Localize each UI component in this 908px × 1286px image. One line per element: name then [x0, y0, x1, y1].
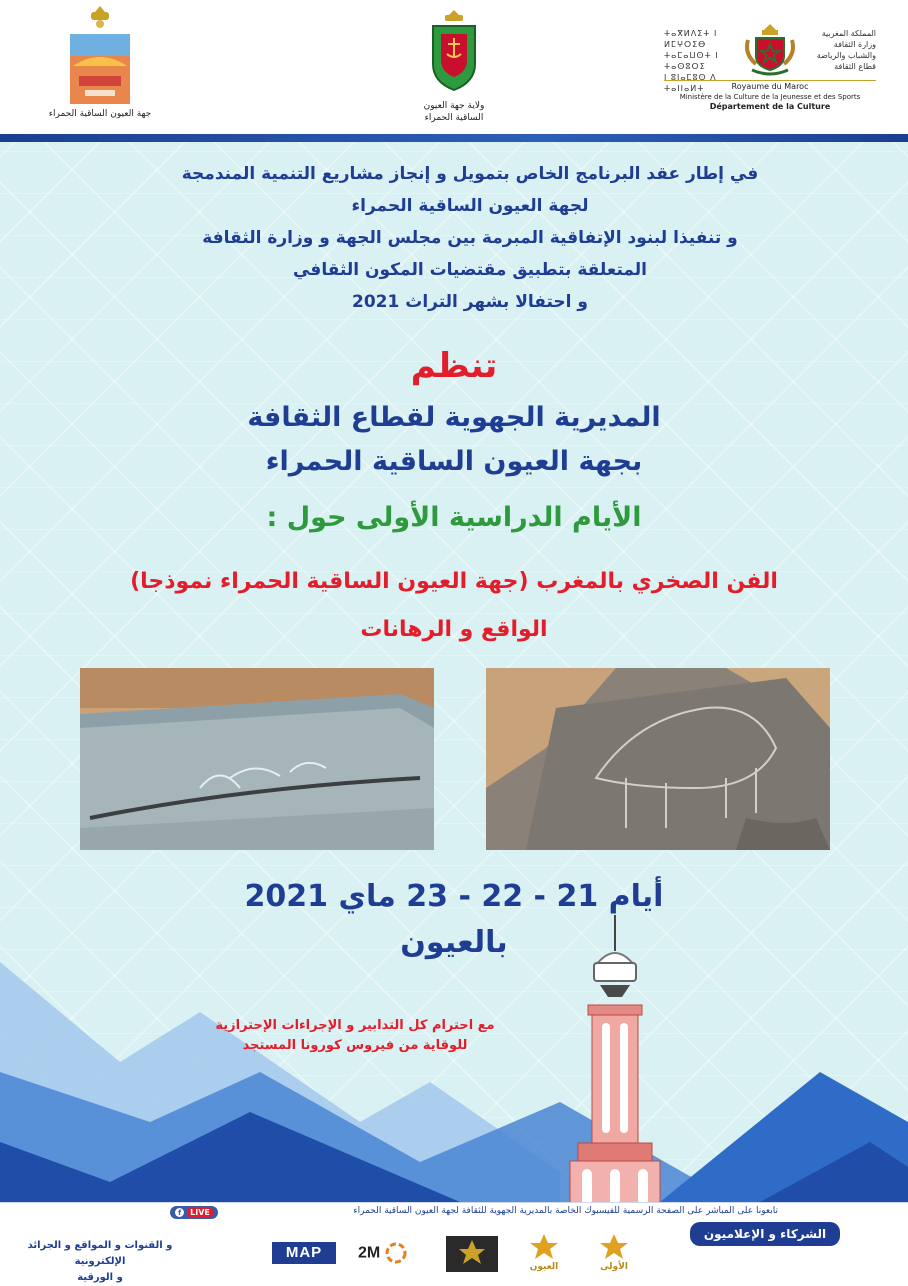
rock-art-photo-right: [486, 668, 830, 850]
rock-art-photo-left: [80, 668, 434, 850]
2m-tv-logo: [358, 1242, 428, 1266]
tifinagh-line: ⵜⴰⵎⴰⵡⵙⵜ ⵏ ⵜⴰⵙⵓⵔⵉ: [664, 51, 719, 71]
laayoune-tv-logo: [516, 1232, 572, 1272]
ministry-arabic-line: المملكة المغربية: [821, 29, 876, 38]
live-stream-strip: [0, 1202, 908, 1223]
tifinagh-line: ⵏ ⵓⵏⴰⵎⵓⵙ ⴷ ⵜⴰⵏⵏⴰⵍⵜ: [664, 73, 717, 93]
al-oula-tv-logo: [586, 1232, 642, 1272]
channels-line: و القنوات و المواقع و الجرائد الإلكترونية: [27, 1240, 173, 1267]
ministry-latin-line: Royaume du Maroc: [731, 82, 809, 91]
ministry-latin-line: Ministère de la Culture de la Jeunesse et des Sports: [679, 93, 861, 101]
event-theme: [0, 558, 908, 654]
intro-text: [120, 158, 820, 318]
channels-note: [20, 1238, 180, 1286]
intro-line: المتعلقة بتطبيق مقتضيات المكون الثقافي: [292, 260, 647, 280]
region-emblem-icon: [65, 4, 135, 104]
ministry-arabic-line: قطاع الثقافة: [834, 62, 876, 71]
organizer-line: المديرية الجهوية لقطاع الثقافة: [247, 402, 661, 433]
header: [0, 0, 908, 134]
ministry-arabic-line: والشباب والرياضة: [816, 51, 876, 60]
intro-line: و تنفيذا لبنود الإتفاقية المبرمة بين مجلس الجهة و وزارة الثقافة: [202, 228, 738, 248]
region-caption: جهة العيون الساقية الحمراء: [48, 109, 152, 119]
star-icon: [385, 1242, 407, 1264]
al-oula-label: الأولى: [600, 1262, 628, 1272]
covid-precaution-note: [170, 1016, 540, 1056]
header-divider-bar: [0, 134, 908, 142]
ministry-latin-line: Département de la Culture: [709, 102, 831, 111]
intro-line: لجهة العيون الساقية الحمراء: [351, 196, 589, 216]
star-icon: [594, 1232, 634, 1262]
organizer-line: بجهة العيون الساقية الحمراء: [265, 446, 643, 477]
wilaya-caption-line1: ولاية جهة العيون: [423, 101, 485, 111]
laayoune-label: العيون: [529, 1262, 559, 1272]
2m-label: 2M: [358, 1244, 381, 1262]
live-stream-text: تابعونا على المباشر على الصفحة الرسمية للفيسبوك الخاصة بالمديرية الجهوية للثقافة لجهة العيون الساقية الحمراء: [353, 1206, 778, 1216]
wilaya-logo-block: [404, 8, 504, 124]
organizes-heading: تنظم: [410, 346, 498, 386]
region-logo-block: [30, 4, 170, 120]
precaution-line: للوقاية من فيروس كورونا المستجد: [242, 1038, 468, 1053]
dates-line: أيام 21 - 22 - 23 ماي 2021: [244, 879, 664, 914]
event-title: الأيام الدراسية الأولى حول :: [266, 502, 642, 533]
wilaya-emblem-icon: [421, 8, 487, 100]
facebook-icon: f: [175, 1208, 184, 1217]
blue-mountains-decoration: [0, 952, 908, 1202]
theme-line: الواقع و الرهانات: [360, 617, 548, 642]
theme-line: الفن الصخري بالمغرب (جهة العيون الساقية الحمراء نموذجا): [130, 569, 778, 594]
star-icon: [524, 1232, 564, 1262]
morocco-coat-of-arms-icon: [742, 18, 798, 78]
location-line: بالعيون: [400, 925, 508, 960]
partners-tab: الشركاء و الإعلاميون: [690, 1222, 840, 1246]
tifinagh-line: ⵜⴰⴳⵍⴷⵉⵜ ⵏ ⵍⵎⵖⵔⵉⴱ: [664, 29, 718, 49]
live-label: LIVE: [187, 1208, 213, 1217]
ministry-arabic-line: وزارة الثقافة: [833, 40, 876, 49]
intro-line: في إطار عقد البرنامج الخاص بتمويل و إنجاز مشاريع التنمية المندمجة: [181, 164, 759, 184]
intro-line: و احتفالا بشهر التراث 2021: [352, 292, 588, 312]
map-agency-logo: MAP: [272, 1242, 336, 1264]
landmark-tower-icon: [560, 915, 670, 1205]
radio-logo: [446, 1236, 498, 1272]
wilaya-caption-line2: الساقية الحمراء: [424, 113, 484, 123]
facebook-live-badge[interactable]: [170, 1206, 218, 1219]
precaution-line: مع احترام كل التدابير و الإجراءات الإحترازية: [215, 1018, 495, 1033]
organizer-heading: [0, 396, 908, 484]
channels-line: و الورقية: [77, 1272, 123, 1283]
